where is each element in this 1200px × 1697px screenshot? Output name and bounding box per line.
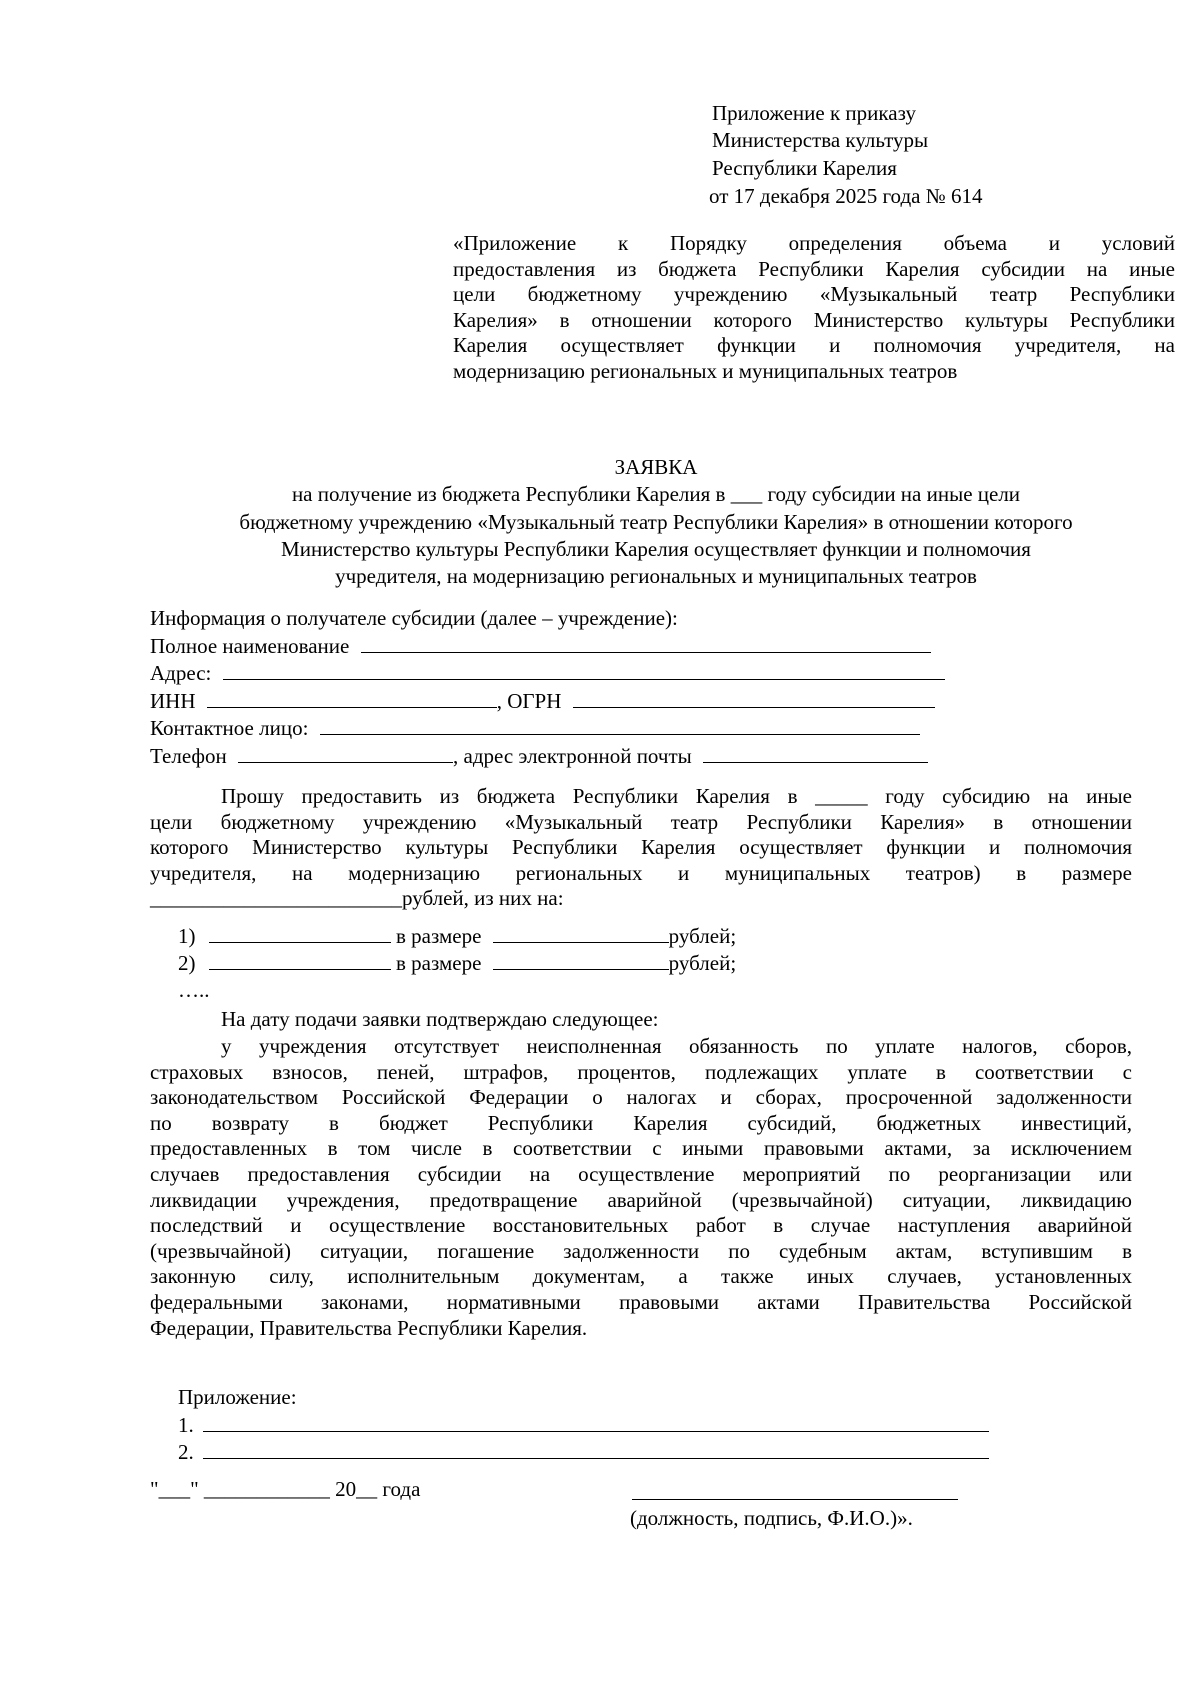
statement-line: законодательством Российской Федерации о налогах и сборах, просроченной задолженности — [150, 1085, 1132, 1110]
statement-line: федеральными законами, нормативными правовыми актами Правительства Российской — [150, 1290, 1132, 1315]
request-item-2 — [178, 951, 736, 977]
header-line-1: Приложение к приказу — [712, 101, 916, 125]
attachment-2-field[interactable] — [203, 1440, 989, 1459]
preamble-line: «Приложение к Порядку определения объема и условий — [453, 231, 1175, 255]
signature-date: "___" ____________ 20__ года — [150, 1477, 421, 1501]
attachment-item-1 — [178, 1413, 989, 1439]
contact-field[interactable] — [320, 716, 920, 735]
contact-label: Контактное лицо: — [150, 716, 309, 740]
request-line: учредителя, на модернизацию региональных и муниципальных театров) в размере — [150, 860, 1132, 885]
item-number: 1) — [178, 924, 196, 948]
full-name-label: Полное наименование — [150, 634, 350, 658]
statement-line: по возврату в бюджет Республики Карелия субсидий, бюджетных инвестиций, — [150, 1110, 1132, 1135]
contact-row — [150, 716, 920, 742]
phone-label: Телефон — [150, 744, 227, 768]
title-line-4: учредителя, на модернизацию региональных и муниципальных театров — [335, 564, 977, 588]
preamble-line: модернизацию региональных и муниципальных театров — [453, 359, 958, 384]
title-line-3: Министерство культуры Республики Карелия осуществляет функции и полномочия — [281, 537, 1031, 561]
attachment-number: 1. — [178, 1413, 194, 1437]
item-number: 2) — [178, 951, 196, 975]
ogrn-field[interactable] — [573, 689, 935, 708]
request-line: ________________________рублей, из них на: — [150, 886, 564, 911]
title-line-1: на получение из бюджета Республики Карелия в ___ году субсидии на иные цели — [291, 482, 1021, 506]
item-1-amount-field[interactable] — [493, 924, 669, 943]
ogrn-label: , ОГРН — [496, 689, 562, 713]
item-unit: рублей; — [668, 951, 737, 975]
statement-line: (чрезвычайной) ситуации, погашение задолженности по судебным актам, вступившим в — [150, 1238, 1132, 1263]
phone-field[interactable] — [238, 744, 453, 763]
full-name-field[interactable] — [361, 634, 931, 653]
request-item-1 — [178, 924, 736, 950]
preamble-line: Карелия» в отношении которого Министерство культуры Республики — [453, 307, 1175, 332]
request-line: Прошу предоставить из бюджета Республики Карелия в _____ году субсидию на иные — [221, 784, 1132, 808]
attachment-number: 2. — [178, 1440, 194, 1464]
preamble — [453, 231, 1175, 385]
statement-line: ликвидации учреждения, предотвращение аварийной (чрезвычайной) ситуации, ликвидацию — [150, 1187, 1132, 1212]
statement-line: законную силу, исполнительным документам, а также иных случаев, установленных — [150, 1264, 1132, 1289]
statement-line: страховых взносов, пеней, штрафов, процентов, подлежащих уплате в соответствии с — [150, 1059, 1132, 1084]
document-title: ЗАЯВКА — [614, 455, 698, 479]
statement-paragraph — [150, 1034, 1132, 1341]
inn-field[interactable] — [207, 689, 497, 708]
item-unit: рублей; — [668, 924, 737, 948]
info-intro: Информация о получателе субсидии (далее – учреждение): — [150, 606, 678, 630]
inn-ogrn-row — [150, 689, 935, 715]
address-row — [150, 661, 945, 687]
statement-line: предоставленных в том числе в соответствии с иными правовыми актами, за исключением — [150, 1136, 1132, 1161]
item-middle: в размере — [396, 924, 482, 948]
statement-line: Федерации, Правительства Республики Карелия. — [150, 1315, 588, 1340]
statement-line: у учреждения отсутствует неисполненная обязанность по уплате налогов, сборов, — [221, 1034, 1132, 1058]
email-field[interactable] — [703, 744, 928, 763]
header-line-2: Министерства культуры — [712, 128, 929, 152]
attachment-1-field[interactable] — [203, 1413, 989, 1432]
preamble-line: Карелия осуществляет функции и полномочия учредителя, на — [453, 333, 1175, 358]
header-line-3: Республики Карелия — [712, 156, 897, 180]
inn-label: ИНН — [150, 689, 196, 713]
preamble-line: предоставления из бюджета Республики Карелия субсидии на иные — [453, 256, 1175, 281]
ellipsis: ….. — [178, 978, 210, 1002]
item-middle: в размере — [396, 951, 482, 975]
attachments-label: Приложение: — [178, 1385, 297, 1409]
signature-field[interactable] — [632, 1499, 958, 1500]
item-2-purpose-field[interactable] — [209, 951, 391, 970]
request-line: цели бюджетному учреждению «Музыкальный театр Республики Карелия» в отношении — [150, 809, 1132, 834]
address-label: Адрес: — [150, 661, 212, 685]
header-line-4: от 17 декабря 2025 года № 614 — [709, 184, 983, 208]
phone-email-row — [150, 744, 928, 770]
attachment-item-2 — [178, 1440, 989, 1466]
title-line-2: бюджетному учреждению «Музыкальный театр Республики Карелия» в отношении которого — [239, 510, 1073, 534]
signature-caption: (должность, подпись, Ф.И.О.)». — [630, 1506, 913, 1530]
statement-line: последствий и осуществление восстановительных работ в случае наступления аварийной — [150, 1213, 1132, 1238]
address-field[interactable] — [223, 661, 945, 680]
item-2-amount-field[interactable] — [493, 951, 669, 970]
request-paragraph — [150, 784, 1132, 912]
email-label: , адрес электронной почты — [453, 744, 692, 768]
item-1-purpose-field[interactable] — [209, 924, 391, 943]
confirm-line: На дату подачи заявки подтверждаю следующее: — [221, 1007, 659, 1031]
full-name-row — [150, 634, 931, 660]
statement-line: случаев предоставления субсидии на осуществление мероприятий по реорганизации или — [150, 1162, 1132, 1187]
request-line: которого Министерство культуры Республики Карелия осуществляет функции и полномочия — [150, 835, 1132, 860]
preamble-line: цели бюджетному учреждению «Музыкальный театр Республики — [453, 282, 1175, 307]
